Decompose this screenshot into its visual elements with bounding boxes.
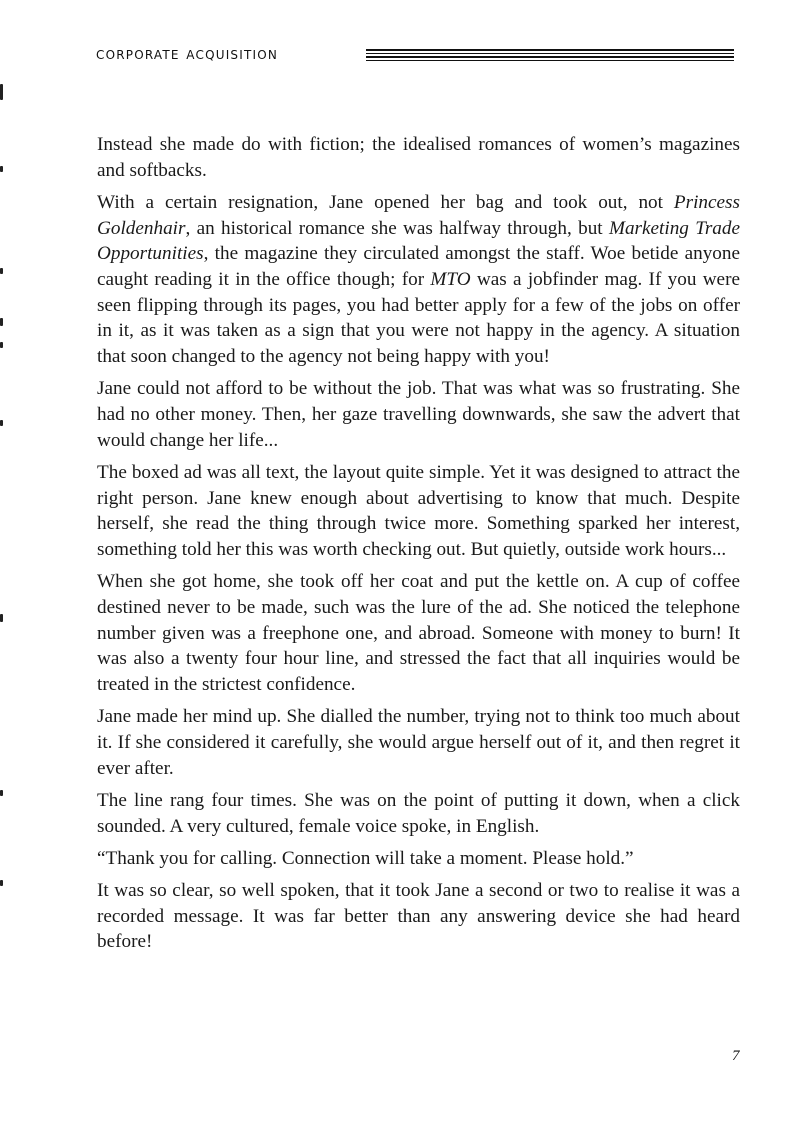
paragraph <box>97 132 740 183</box>
paragraph <box>97 460 740 563</box>
paragraph <box>97 788 740 839</box>
text-segment: It was so clear, so well spoken, that it took Jane a second or two to realise it was a recorded message. It was far better than any answering device she had heard before! <box>97 879 740 953</box>
text-segment: Instead she made do with fiction; the idealised romances of women’s magazines and softbacks. <box>97 134 740 181</box>
paragraph <box>97 190 740 370</box>
paragraph <box>97 376 740 453</box>
header-rule <box>366 49 734 63</box>
binding-mark <box>0 318 3 326</box>
paragraph <box>97 569 740 698</box>
text-segment: was a jobfinder mag. If you were seen flipping through its pages, you had better apply for a few of the jobs on offer in it, as it was taken as a sign that you were not happy in the agency. A situation that soon changed to the agency not being happy with you! <box>97 269 740 368</box>
italic-title: Princess Goldenhair <box>97 191 740 239</box>
italic-title: MTO <box>430 269 471 291</box>
binding-mark <box>0 342 3 348</box>
text-segment: The boxed ad was all text, the layout quite simple. Yet it was designed to attract the right person. Jane knew enough about advertising to know that much. Despite herself, she read the thing through twice more. Something sparked her interest, something told her this was worth checking out. But quietly, outside work hours... <box>97 461 740 561</box>
page-number: 7 <box>732 1048 740 1064</box>
binding-mark <box>0 614 3 622</box>
text-segment: Jane made her mind up. She dialled the number, trying not to think too much about it. If she considered it carefully, she would argue herself out of it, and then regret it ever after. <box>97 706 740 779</box>
text-segment: The line rang four times. She was on the point of putting it down, when a click sounded. A very cultured, female voice spoke, in English. <box>97 789 740 837</box>
running-title: corporate acquisition <box>96 44 279 64</box>
paragraph <box>97 878 740 955</box>
paragraph <box>97 704 740 781</box>
binding-mark <box>0 166 3 172</box>
binding-mark <box>0 268 3 274</box>
text-segment: , an historical romance she was halfway through, but <box>185 217 609 239</box>
binding-mark <box>0 84 3 100</box>
paragraph <box>97 846 740 872</box>
body-text <box>97 132 740 962</box>
text-segment: , the magazine they circulated amongst the staff. Woe betide anyone caught reading it in the office though; for <box>97 243 740 291</box>
text-segment: Jane could not afford to be without the job. That was what was so frustrating. She had no other money. Then, her gaze travelling downwards, she saw the advert that would change her life... <box>97 378 740 451</box>
binding-mark <box>0 420 3 426</box>
page-header <box>96 44 736 68</box>
text-segment: When she got home, she took off her coat and put the kettle on. A cup of coffee destined never to be made, such was the lure of the ad. She noticed the telephone number given was a freephone one, and abroad. Someone with money to burn! It was also a twenty four hour line, and stressed the fact that all inquiries would be treated in the strictest confidence. <box>97 571 740 696</box>
binding-mark <box>0 880 3 886</box>
text-segment: “Thank you for calling. Connection will take a moment. Please hold.” <box>97 847 634 869</box>
italic-title: Marketing Trade Opportunities <box>97 217 740 265</box>
binding-mark <box>0 790 3 796</box>
text-segment: With a certain resignation, Jane opened her bag and took out, not <box>97 191 674 213</box>
